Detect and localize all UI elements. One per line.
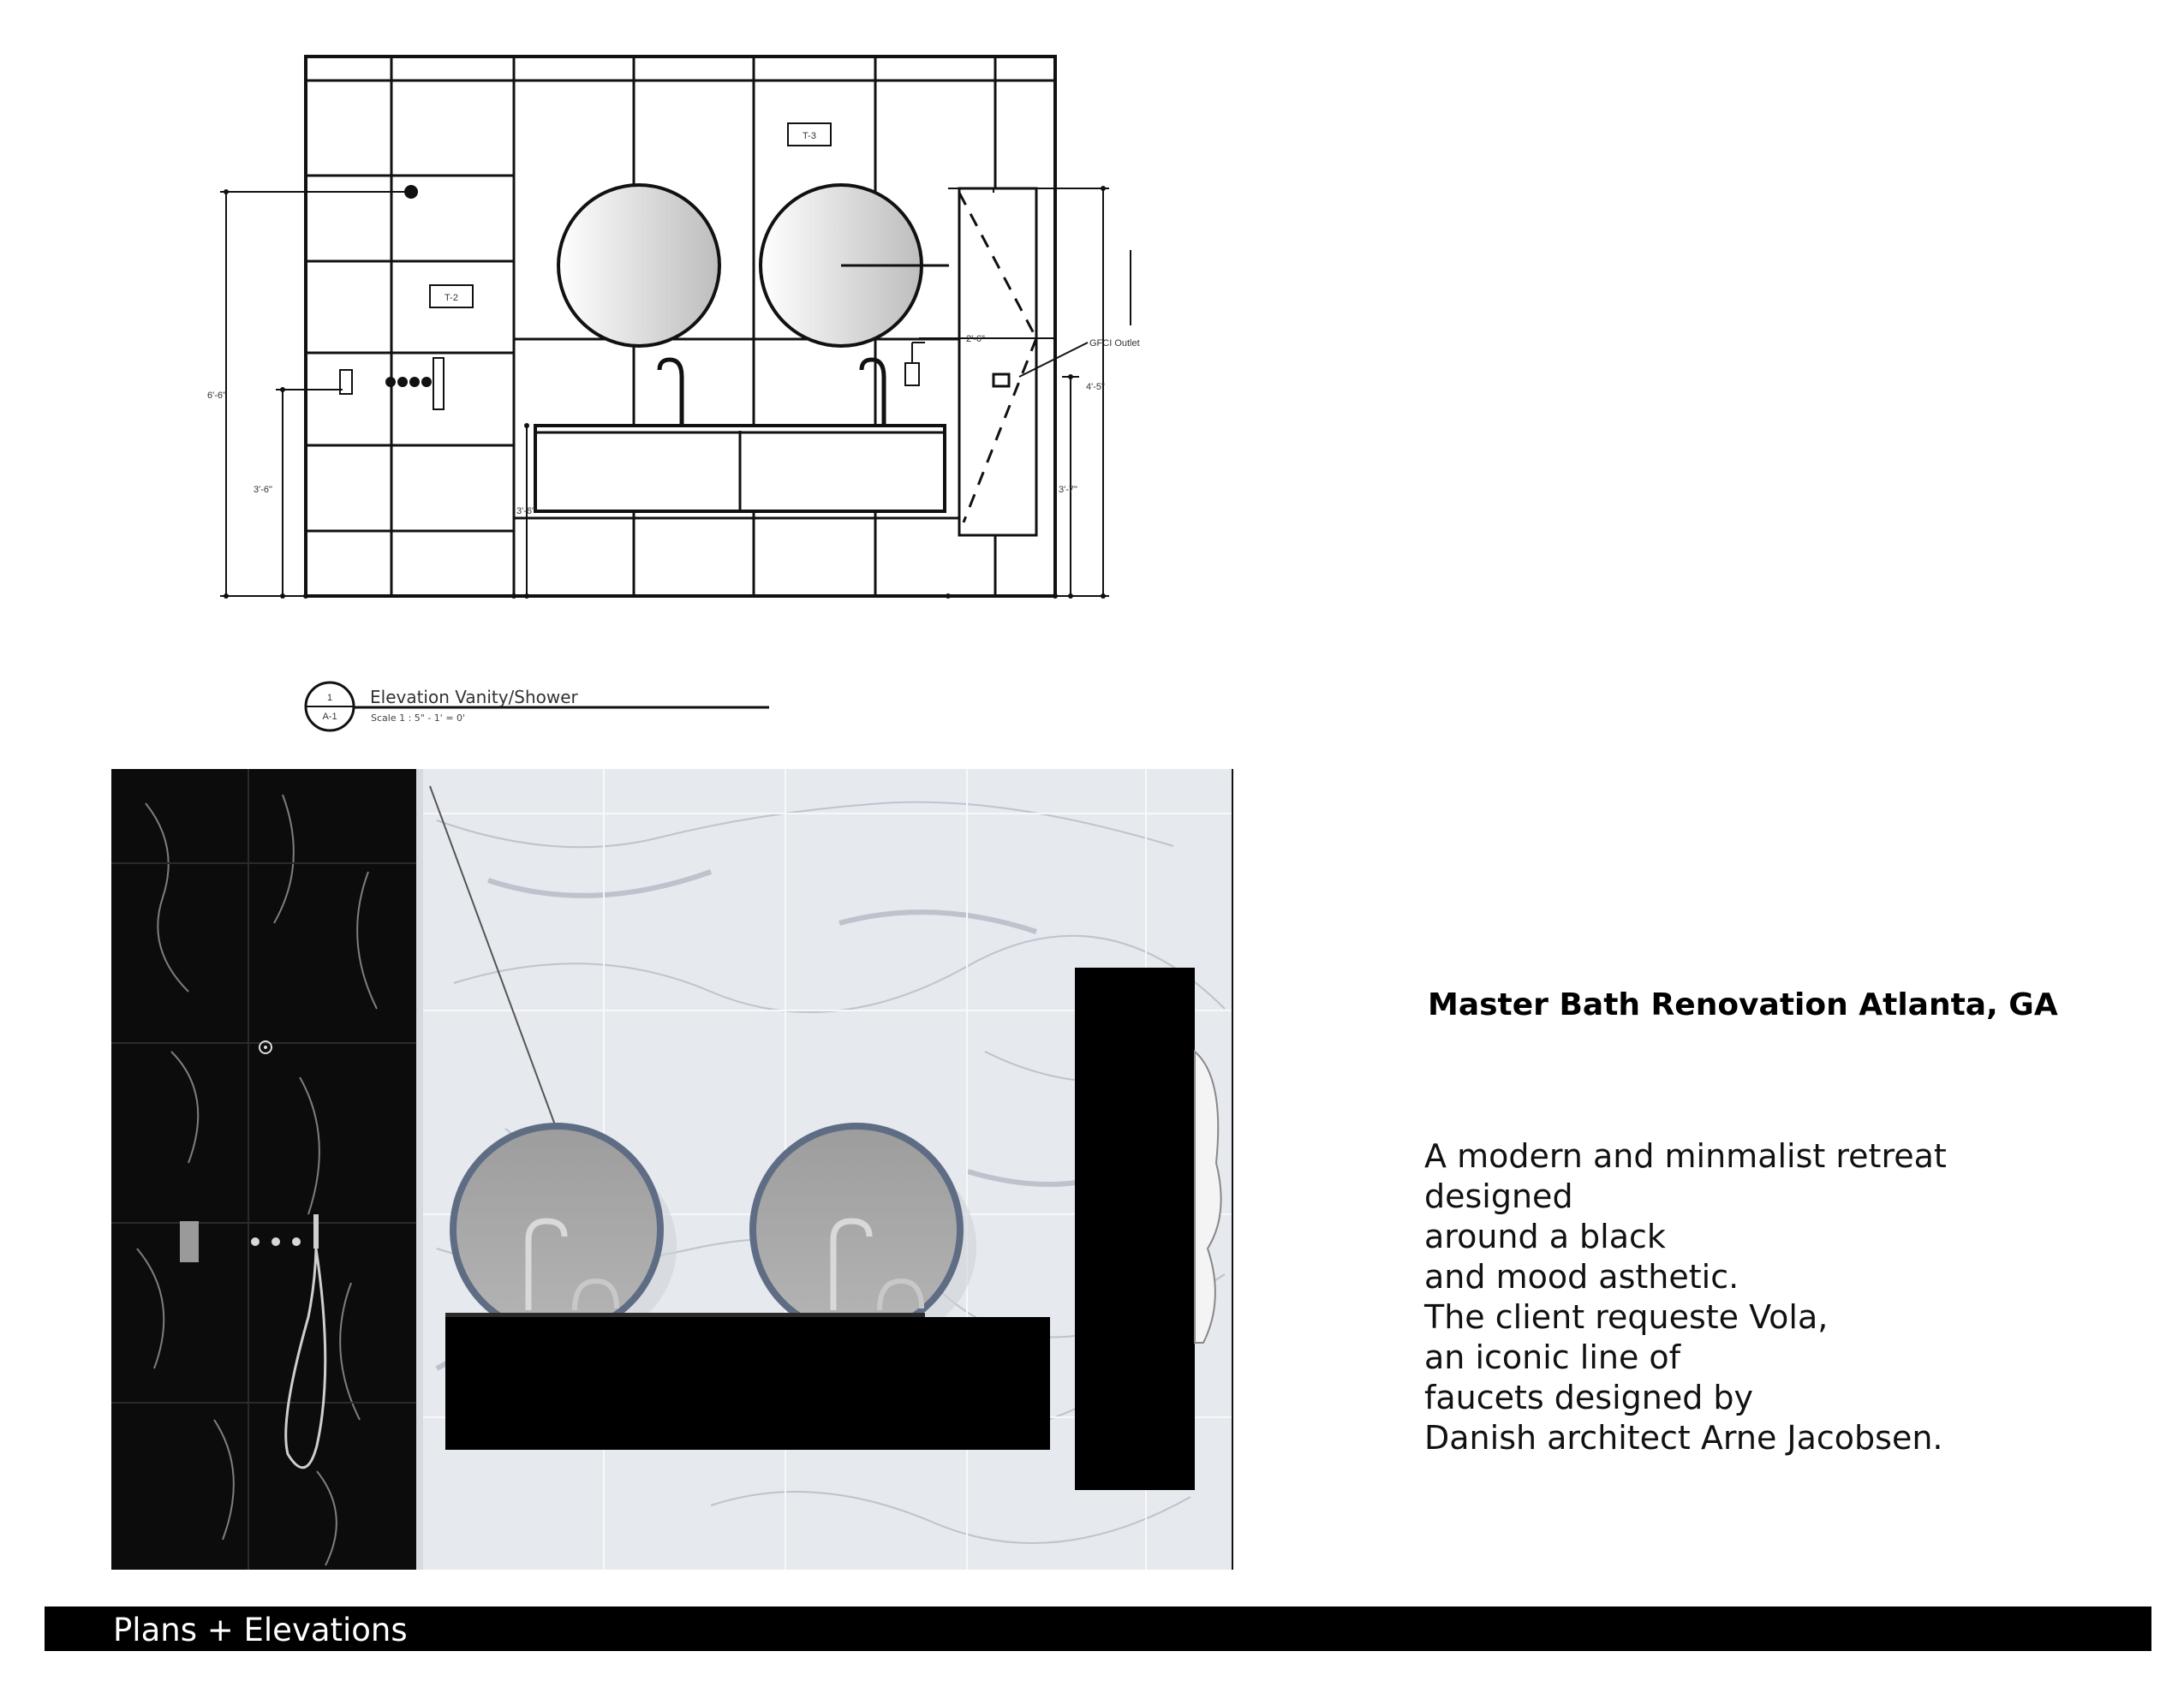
bathroom-rendering	[111, 769, 1233, 1570]
dim-cabinet-height: 4'-5"	[1086, 382, 1105, 392]
faucet-left	[659, 360, 682, 424]
dim-vanity-height: 3'-6"	[516, 506, 535, 516]
vanity-render	[445, 1317, 1050, 1450]
description-line: faucets designed by	[1424, 1379, 1754, 1416]
linen-cabinet	[959, 188, 1036, 535]
description-line: A modern and minmalist retreat	[1424, 1137, 1947, 1175]
dim-height-valve: 3'-6"	[254, 485, 272, 495]
description-line: designed	[1424, 1177, 1573, 1215]
project-description	[1424, 1136, 2075, 1458]
description-line: around a black	[1424, 1218, 1666, 1255]
linen-cabinet-render	[1075, 968, 1195, 1490]
footer-bar	[45, 1607, 2151, 1651]
elevation-drawing	[0, 0, 2184, 771]
hand-shower-bar	[433, 358, 444, 409]
dim-height-total: 6'-6"	[207, 390, 226, 401]
dim-outlet-height: 3'-7"	[1059, 485, 1077, 495]
drawing-scale: Scale 1 : 5" - 1' = 0'	[371, 712, 466, 724]
tile-tag-t3-label: T-3	[803, 131, 816, 141]
shower-thermostat-icon	[180, 1221, 199, 1262]
gfci-label: GFCI Outlet	[1089, 338, 1140, 349]
description-line: an iconic line of	[1424, 1338, 1681, 1376]
mirror-left-render	[456, 1130, 657, 1330]
drawing-title: Elevation Vanity/Shower	[370, 687, 578, 707]
view-sheet: A-1	[322, 712, 337, 722]
hand-shower-icon	[313, 1214, 319, 1249]
rendering-svg	[111, 769, 1233, 1570]
dim-outlet-offset: 2'-6"	[966, 334, 985, 344]
tile-tag-t2-label: T-2	[445, 293, 458, 303]
description-line: Danish architect Arne Jacobsen.	[1424, 1419, 1943, 1457]
mirror-left	[558, 185, 719, 346]
description-line: The client requeste Vola,	[1424, 1298, 1829, 1336]
faucet-right	[862, 360, 884, 424]
black-marble-wall	[111, 769, 421, 1570]
description-line: and mood asthetic.	[1424, 1258, 1739, 1296]
mirror-right-render	[756, 1130, 957, 1330]
outlet-box	[905, 363, 919, 385]
footer-label: Plans + Elevations	[113, 1612, 408, 1648]
view-number: 1	[326, 693, 333, 703]
project-title: Master Bath Renovation Atlanta, GA	[1428, 987, 2058, 1022]
shower-valve-icon	[385, 377, 432, 387]
